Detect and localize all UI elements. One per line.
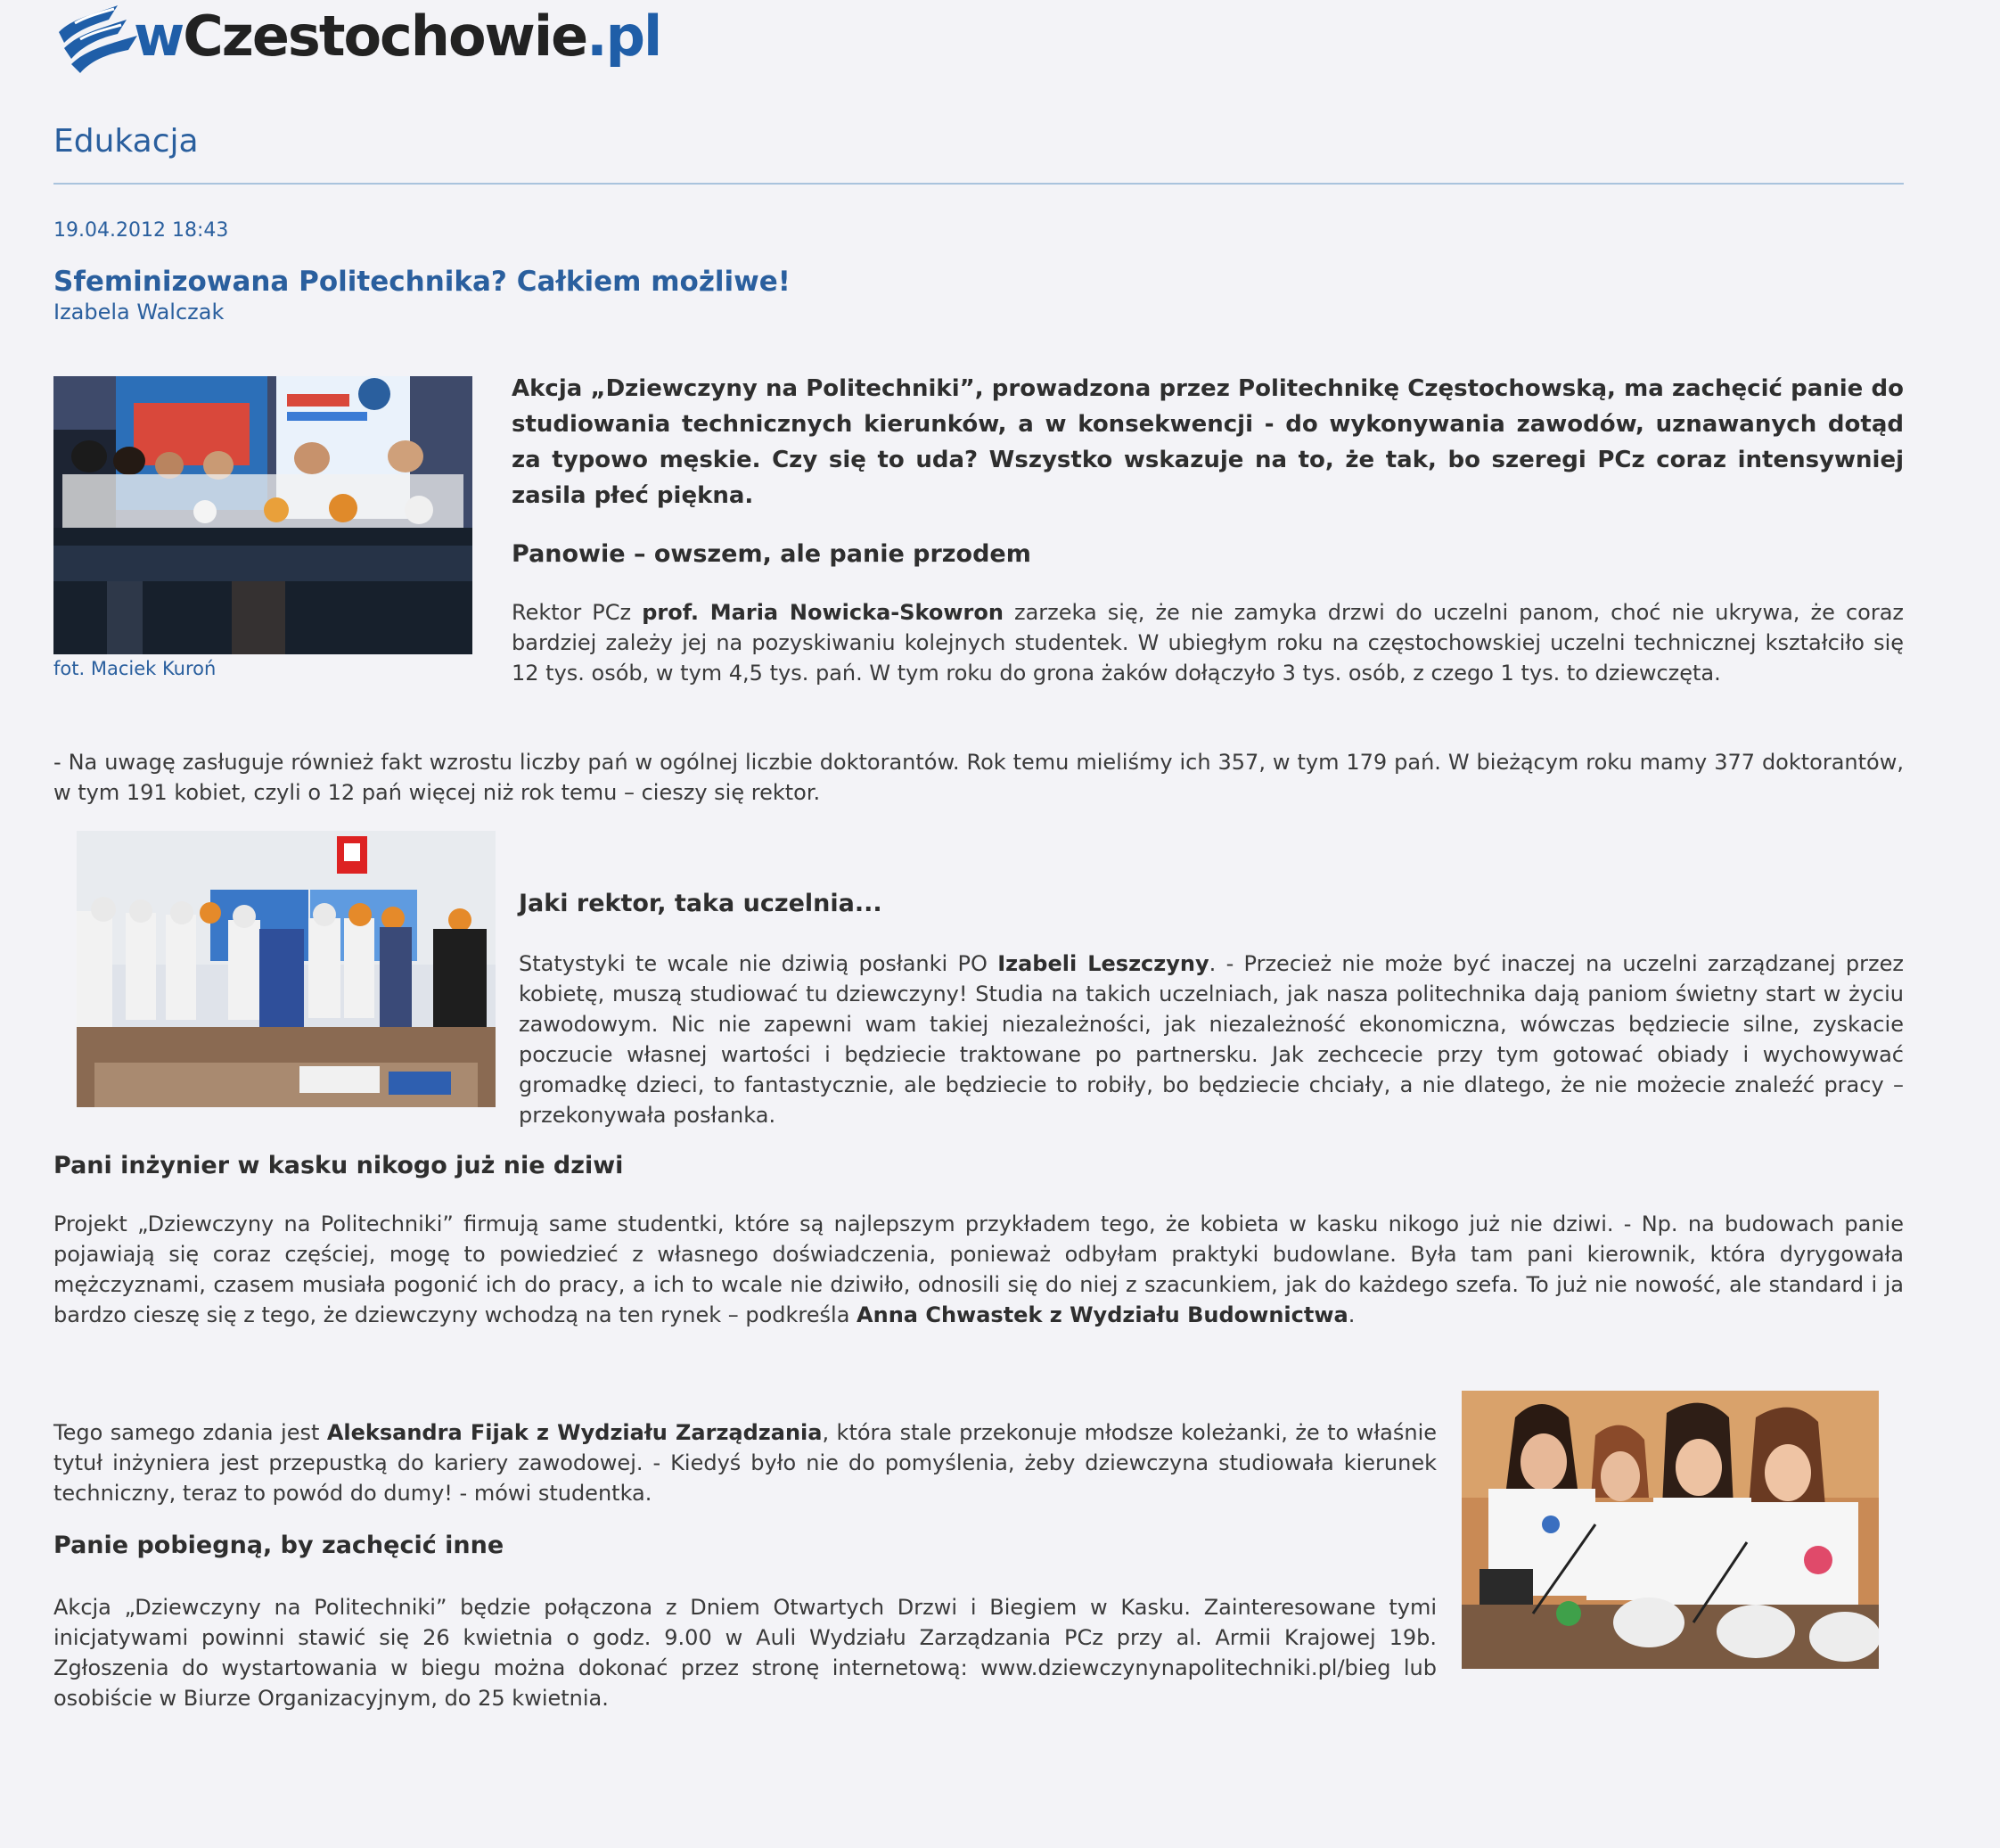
photo-1-image — [53, 376, 472, 654]
site-logo[interactable] — [55, 0, 661, 85]
paragraph-5: Tego samego zdania jest Aleksandra Fijak z Wydziału Zarządzania, która stale przekonuje młodsze koleżanki, że to właśnie tytuł inżyniera jest przepustką do kariery zawodowej. - Kiedyś było nie do pomyślenia, żeby dziewczyna studiowała kierunek techniczny, teraz to powód do dumy! - mówi studentka. — [53, 1420, 1437, 1506]
subheading-3: Pani inżynier w kasku nikogo już nie dziwi — [53, 1152, 624, 1179]
photo-3-image — [1462, 1391, 1879, 1669]
paragraph-2: - Na uwagę zasługuje również fakt wzrostu liczby pań w ogólnej liczbie doktorantów. Rok temu mieliśmy ich 357, w tym 179 pań. W bieżącym roku mamy 377 doktorantów, w tym 191 kobiet, czyli o 12 pań więcej niż rok temu – cieszy się rektor. — [53, 750, 1904, 805]
person-name: Aleksandra Fijak z Wydziału Zarządzania — [326, 1420, 823, 1445]
paragraph-6: Akcja „Dziewczyny na Politechniki” będzie połączona z Dniem Otwartych Drzwi i Biegiem w Kasku. Zainteresowane tymi inicjatywami powinni stawić się 26 kwietnia o godz. 9.00 w Auli Wydziału Zarządzania PCz przy al. Armii Krajowej 19b. Zgłoszenia do wystartowania w biegu można dokonać przez stronę internetową: www.dziewczynynapolitechniki.pl/bieg lub osobiście w Biurze Organizacyjnym, do 25 kwietnia. — [53, 1595, 1437, 1711]
paragraph-3: Statystyki te wcale nie dziwią posłanki PO Izabeli Leszczyny. - Przecież nie może być inaczej na uczelni zarządzanej przez kobietę, muszą studiować tu dziewczyny! Studia na takich uczelniach, jak nasza politechnika dają paniom świetny start w życiu zawodowym. Nic nie zapewni wam takiej niezależności, jak niezależność ekonomiczna, wówczas będziecie silne, zyskacie poczucie własnej wartości i będziecie traktowane po partnersku. Jak zechcecie przy tym gotować obiady i wychowywać gromadkę dzieci, to fantastycznie, ale będziecie to robiły, bo będziecie chciały, a nie dlatego, że nie możecie znaleźć pracy – przekonywała posłanka. — [519, 951, 1904, 1128]
subheading-2: Jaki rektor, taka uczelnia... — [519, 890, 882, 917]
article-lead: Akcja „Dziewczyny na Politechniki”, prowadzona przez Politechnikę Częstochowską, ma zachęcić panie do studiowania technicznych kierunków, a w konsekwencji - do wykonywania zawodów, uznawanych dotąd za typowo męskie. Czy się to uda? Wszystko wskazuje na to, że tak, bo szeregi PCz coraz intensywniej zasila płeć piękna. — [512, 375, 1904, 509]
person-name: prof. Maria Nowicka-Skowron — [642, 600, 1004, 625]
article-photo-3[interactable] — [1462, 1391, 1879, 1669]
photo-1-caption: fot. Maciek Kuroń — [53, 658, 217, 679]
logo-text: wCzestochowie.pl — [134, 4, 661, 69]
subheading-4: Panie pobiegną, by zachęcić inne — [53, 1532, 504, 1559]
paragraph-4: Projekt „Dziewczyny na Politechniki” firmują same studentki, które są najlepszym przykładem tego, że kobieta w kasku nikogo już nie dziwi. - Np. na budowach panie pojawiają się coraz częściej, mogę to powiedzieć z własnego doświadczenia, ponieważ odbyłam praktyki budowlane. Była tam pani kierownik, która dyrygowała mężczyznami, czasem musiała pogonić ich do pracy, a ich to wcale nie dziwiło, odnosili się do niej z szacunkiem, jak do każdego szefa. To już nie nowość, ale standard i ja bardzo cieszę się z tego, że dziewczyny wchodzą na ten rynek – podkreśla Anna Chwastek z Wydziału Budownictwa. — [53, 1211, 1904, 1327]
subheading-1: Panowie – owszem, ale panie przodem — [512, 540, 1031, 568]
person-name: Izabeli Leszczyny — [997, 951, 1209, 976]
section-title[interactable]: Edukacja — [53, 123, 199, 160]
article-author[interactable]: Izabela Walczak — [53, 300, 225, 324]
section-divider — [53, 183, 1904, 185]
article-date: 19.04.2012 18:43 — [53, 219, 229, 242]
article-title[interactable]: Sfeminizowana Politechnika? Całkiem możliwe! — [53, 266, 791, 298]
paragraph-1: Rektor PCz prof. Maria Nowicka-Skowron zarzeka się, że nie zamyka drzwi do uczelni panom, choć nie ukrywa, że coraz bardziej zależy jej na pozyskiwaniu kolejnych studentek. W ubiegłym roku na częstochowskiej uczelni technicznej kształciło się 12 tys. osób, w tym 4,5 tys. pań. W tym roku do grona żaków dołączyło 3 tys. osób, z czego 1 tys. to dziewczęta. — [512, 600, 1904, 686]
article-photo-1[interactable] — [53, 376, 472, 654]
person-name: Anna Chwastek z Wydziału Budownictwa — [857, 1302, 1348, 1327]
photo-2-image — [77, 831, 496, 1107]
logo-wave-icon — [55, 2, 144, 73]
article-photo-2[interactable] — [77, 831, 496, 1107]
